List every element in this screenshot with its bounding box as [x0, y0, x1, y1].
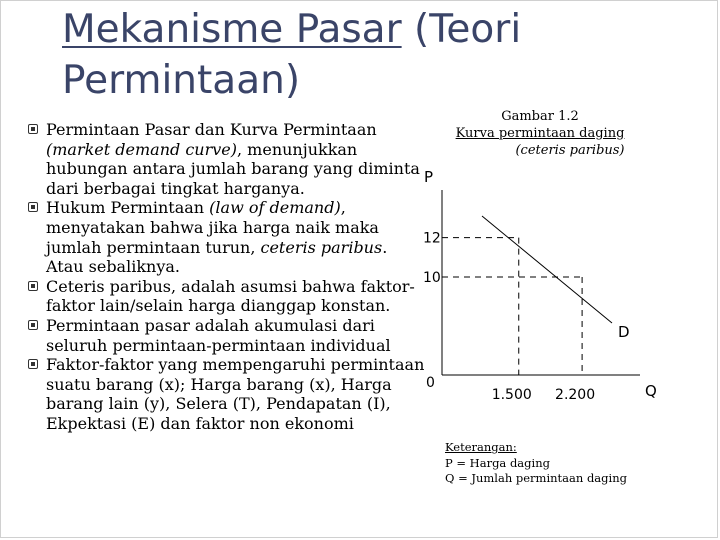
legend-line-p: P = Harga daging — [445, 455, 550, 470]
bullet-text: Permintaan Pasar dan Kurva Permintaan — [46, 120, 377, 139]
bullet-text: Ceteris paribus, adalah asumsi bahwa faktor-faktor lain/selain harga dianggap konstan. — [46, 276, 415, 316]
bullet-text: Permintaan pasar adalah akumulasi dari seluruh permintaan-permintaan individual — [46, 315, 391, 355]
demand-curve-line — [482, 216, 612, 323]
figure-note: (ceteris paribus) — [515, 143, 625, 158]
figure-label: Gambar 1.2 — [501, 109, 579, 124]
y-tick-label: 10 — [423, 270, 441, 286]
bullet-text: Hukum Permintaan — [46, 198, 210, 218]
y-axis-label: P — [424, 168, 434, 186]
x-tick-label: 2.200 — [555, 387, 596, 403]
curve-label-d: D — [618, 323, 630, 341]
figure-subtitle: Kurva permintaan daging — [455, 126, 625, 141]
legend-line-q: Q = Jumlah permintaan daging — [445, 471, 627, 485]
x-axis-label: Q — [645, 382, 657, 400]
title-rest: (Teori Permintaan) — [62, 7, 522, 103]
x-tick-label: 1.500 — [491, 387, 532, 403]
legend-heading: Keterangan: — [445, 440, 517, 454]
bullet-text: (market demand curve) — [46, 139, 237, 159]
origin-label: 0 — [426, 375, 435, 391]
y-tick-label: 12 — [423, 230, 441, 247]
bullet-text: . Atau sebaliknya. — [46, 237, 388, 277]
bullet-text: , menunjukkan hubungan antara jumlah barang yang diminta dari berbagai tingkat harganya. — [46, 139, 420, 198]
bullet-text: Faktor-faktor yang mempengaruhi permintaan suatu barang (x); Harga barang (x), Harga barang lain (y), Selera (T), Pendapatan (I), Ekpektasi (E) dan faktor non ekonomi — [46, 355, 425, 433]
bullet-text: (law of demand) — [209, 198, 341, 218]
bullet-text: ceteris paribus — [260, 237, 383, 257]
legend-notes — [445, 440, 685, 487]
title-underlined: Mekanisme Pasar — [62, 7, 402, 52]
bullet-text: , menyatakan bahwa jika harga naik maka jumlah permintaan turun, — [46, 198, 379, 257]
